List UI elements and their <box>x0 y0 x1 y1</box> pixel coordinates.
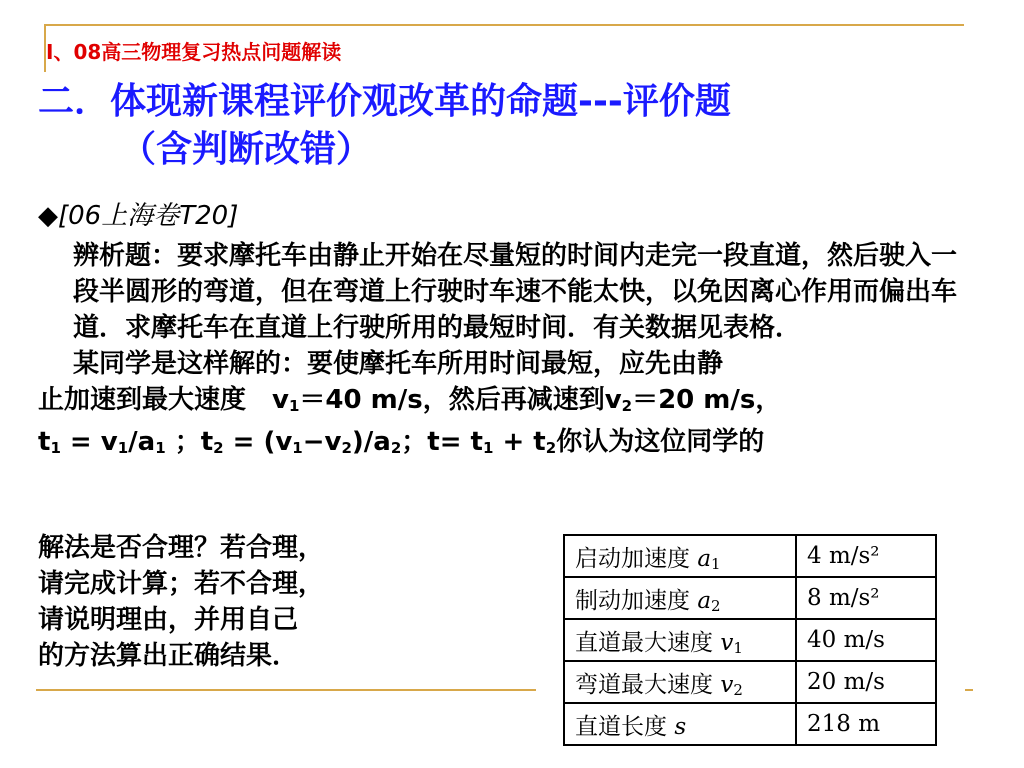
source-label: [06上海卷T20] <box>58 201 239 231</box>
value-cell: 20 m/s <box>796 661 936 703</box>
table-row <box>564 535 936 577</box>
top-rule <box>44 24 964 26</box>
formula-line-2: $t_1 = v_1/a_1$ ；$t_2 = (v_1-v_2)/a_2$；$t= t_1 + t_2$你认为这位同学的 <box>38 427 765 457</box>
slide-title <box>38 78 998 174</box>
value-cell: 218 m <box>796 703 936 745</box>
value-cell: 40 m/s <box>796 619 936 661</box>
quantity-cell: 制动加速度 $a_2$ <box>564 577 796 619</box>
diamond-bullet-icon: ◆ <box>38 201 58 231</box>
table-row <box>564 703 936 745</box>
table-row <box>564 619 936 661</box>
title-line-2: （含判断改错） <box>120 129 373 170</box>
table-row <box>564 661 936 703</box>
quantity-cell: 直道长度 s <box>564 703 796 745</box>
data-table <box>563 534 937 746</box>
slide-header: Ⅰ、08高三物理复习热点问题解读 <box>46 40 342 64</box>
question-line: 解法是否合理？若合理， <box>38 533 325 563</box>
table-row <box>564 577 936 619</box>
bottom-right-tick <box>965 689 973 691</box>
value-cell: 8 m/s² <box>796 577 936 619</box>
quantity-cell: 启动加速度 $a_1$ <box>564 535 796 577</box>
value-cell: 4 m/s² <box>796 535 936 577</box>
problem-question <box>38 530 478 674</box>
source-reference <box>38 198 238 234</box>
quantity-cell: 弯道最大速度 $v_2$ <box>564 661 796 703</box>
problem-paragraph-1: 辨析题：要求摩托车由静止开始在尽量短的时间内走完一段直道，然后驶入一段半圆形的弯道，但在弯道上行驶时车速不能太快，以免因离心作用而偏出车道．求摩托车在直道上行驶所用的最短时间．有关数据见表格． <box>73 241 958 343</box>
problem-paragraph-2: 某同学是这样解的：要使摩托车所用时间最短，应先由静 <box>73 349 724 379</box>
question-line: 请说明理由，并用自己 <box>38 605 299 635</box>
formula-line-1: 止加速到最大速度 $v_1=40$ m/s，然后再减速到$v_2=20$ m/s， <box>38 385 782 415</box>
question-line: 的方法算出正确结果． <box>38 641 299 671</box>
quantity-cell: 直道最大速度 $v_1$ <box>564 619 796 661</box>
question-line: 请完成计算；若不合理， <box>38 569 325 599</box>
problem-text <box>38 238 968 466</box>
bottom-rule <box>36 689 536 691</box>
title-line-1: 二．体现新课程评价观改革的命题---评价题 <box>38 81 731 122</box>
